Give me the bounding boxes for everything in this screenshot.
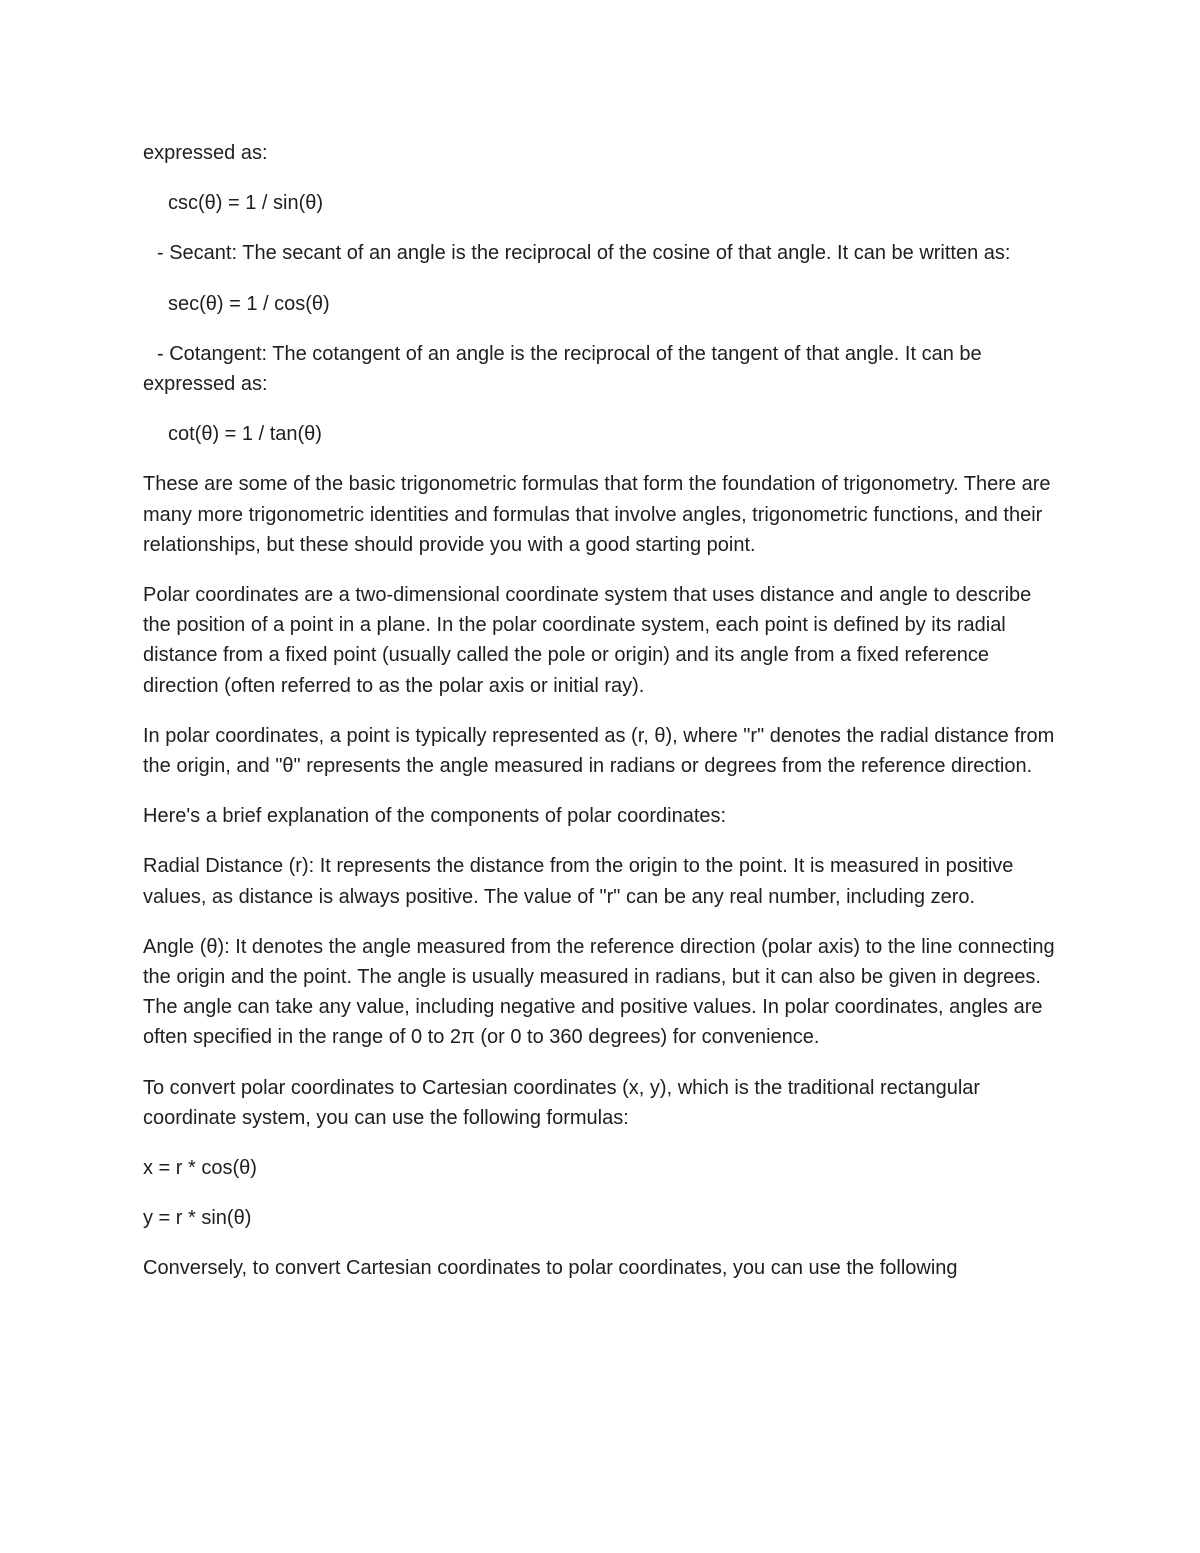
formula-sec: sec(θ) = 1 / cos(θ) xyxy=(168,292,330,315)
paragraph-angle: Angle (θ): It denotes the angle measured from the reference direction (polar axis) to the line connecting the origin and the point. The angle is usually measured in radians, but it can also be given in degrees. The angle can take any value, including negative and positive values. In polar coordinates, angles are often specified in the range of 0 to 2π (or 0 to 360 degrees) for convenience. xyxy=(143,935,1055,1049)
formula-csc: csc(θ) = 1 / sin(θ) xyxy=(168,192,324,215)
paragraph-polar-intro: Polar coordinates are a two-dimensional coordinate system that uses distance and angle to describe the position of a point in a plane. In the polar coordinate system, each point is defined by its radial distance from a fixed point (usually called the pole or origin) and its angle from a fixed reference direction (often referred to as the polar axis or initial ray). xyxy=(143,584,1032,697)
paragraph-expressed-as: expressed as: xyxy=(143,142,268,164)
formula-y: y = r * sin(θ) xyxy=(143,1207,252,1230)
formula-cot: cot(θ) = 1 / tan(θ) xyxy=(168,423,322,446)
paragraph-radial-distance: Radial Distance (r): It represents the distance from the origin to the point. It is measured in positive values, as distance is always positive. The value of "r" can be any real number, including zero. xyxy=(143,855,1014,908)
paragraph-convert-to-polar: Conversely, to convert Cartesian coordinates to polar coordinates, you can use the following xyxy=(143,1257,958,1280)
document-body xyxy=(143,138,1063,1304)
bullet-secant: - Secant: The secant of an angle is the reciprocal of the cosine of that angle. It can be written as: xyxy=(157,242,1011,265)
paragraph-polar-representation: In polar coordinates, a point is typically represented as (r, θ), where "r" denotes the radial distance from the origin, and "θ" represents the angle measured in radians or degrees from the reference direction. xyxy=(143,724,1055,778)
paragraph-convert-to-cartesian: To convert polar coordinates to Cartesian coordinates (x, y), which is the traditional rectangular coordinate system, you can use the following formulas: xyxy=(143,1076,981,1129)
bullet-cotangent: - Cotangent: The cotangent of an angle is the reciprocal of the tangent of that angle. It can be expressed as: xyxy=(143,342,982,396)
paragraph-components-intro: Here's a brief explanation of the components of polar coordinates: xyxy=(143,805,727,828)
formula-x: x = r * cos(θ) xyxy=(143,1157,257,1180)
paragraph-trig-summary: These are some of the basic trigonometric formulas that form the foundation of trigonometry. There are many more trigonometric identities and formulas that involve angles, trigonometric functions, and their relationships, but these should provide you with a good starting point. xyxy=(143,473,1051,556)
